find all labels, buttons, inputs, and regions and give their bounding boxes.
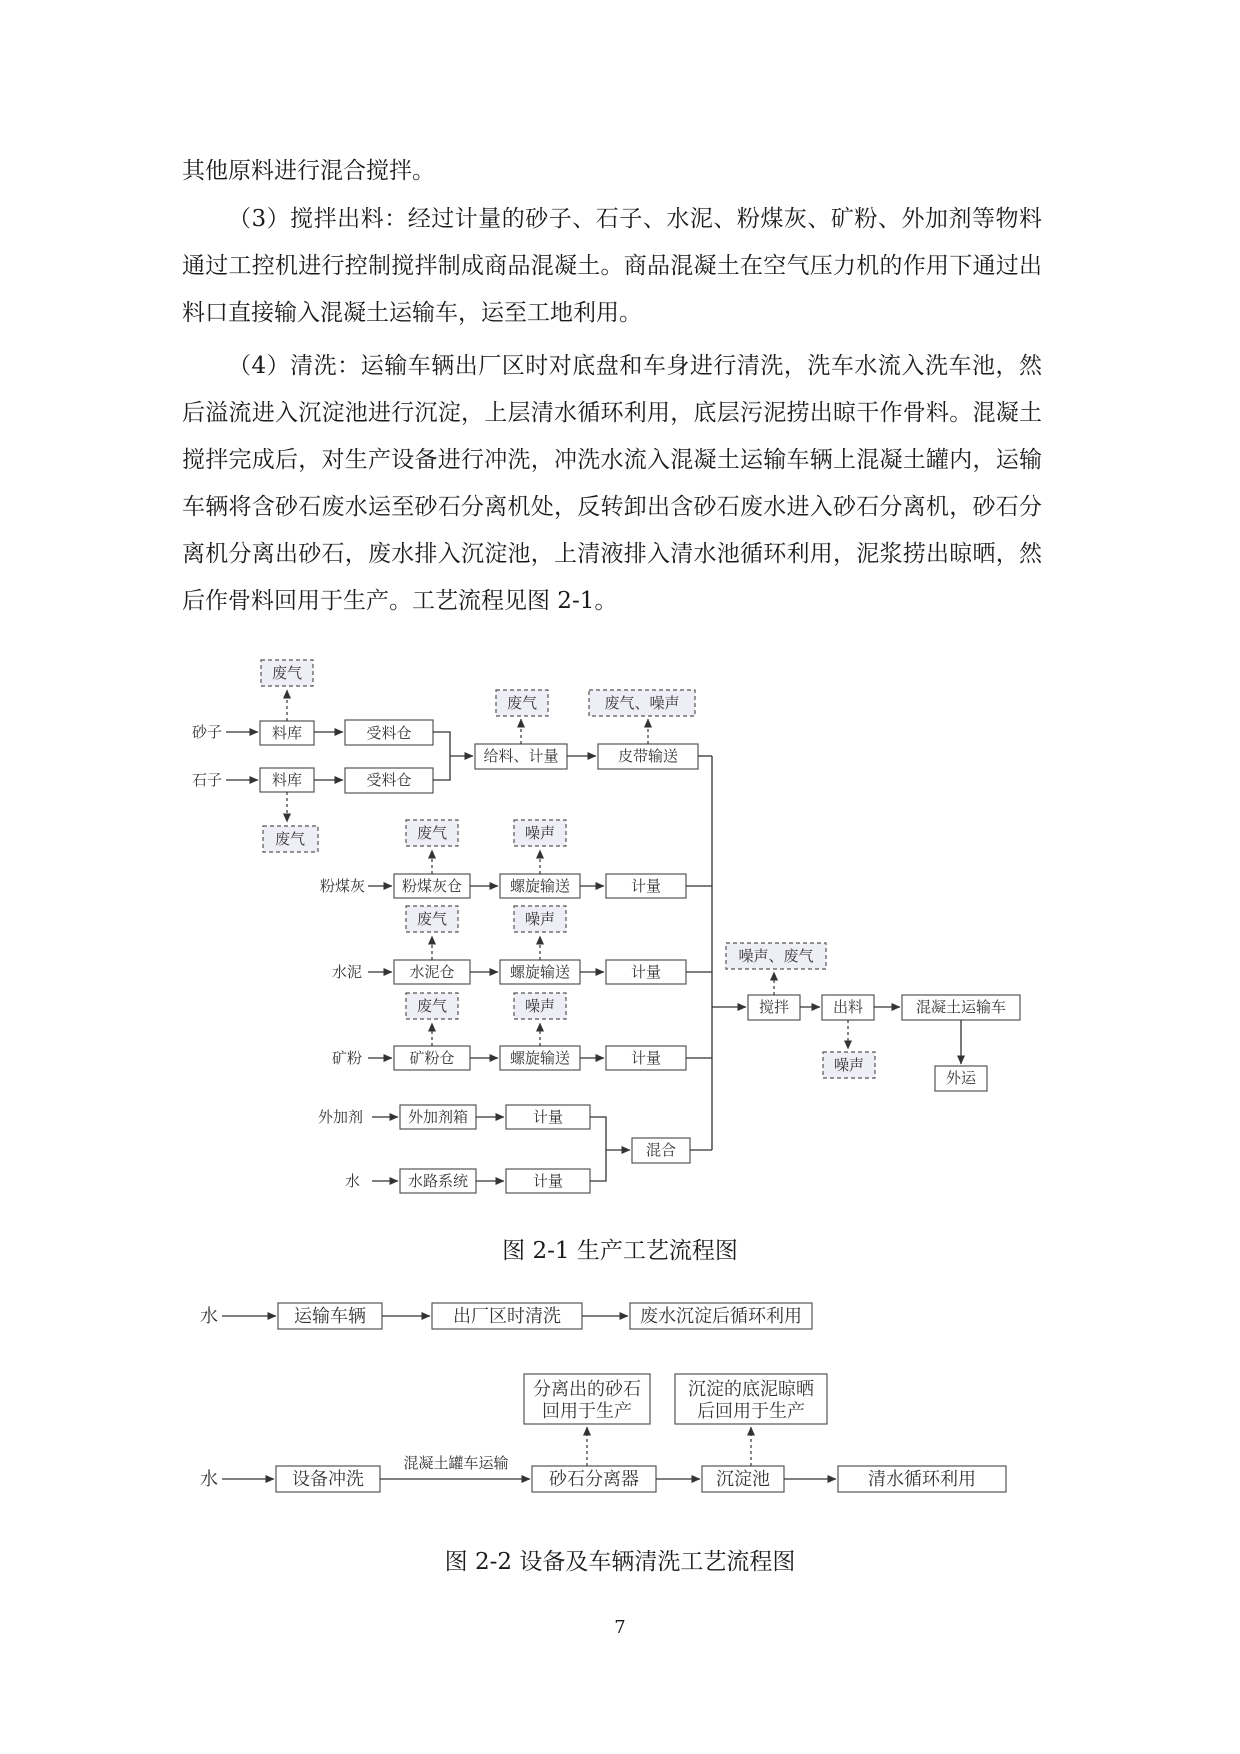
truck-label: 混凝土运输车	[915, 998, 1007, 1016]
svg-text:废气: 废气	[274, 830, 306, 848]
input-stone: 石子	[192, 771, 223, 789]
fig2-row1-input: 水	[200, 1306, 218, 1327]
svg-text:噪声: 噪声	[524, 997, 556, 1015]
separator-label: 砂石分离器	[549, 1469, 639, 1490]
sand-store-label: 料库	[271, 724, 303, 742]
svg-text:噪声: 噪声	[524, 824, 556, 842]
figure-2-2	[200, 1303, 1006, 1492]
cement-silo-label: 水泥仓	[409, 963, 455, 981]
belt-label: 皮带输送	[617, 747, 679, 765]
meter2-label: 计量	[630, 963, 662, 981]
svg-text:噪声、废气: 噪声、废气	[738, 947, 814, 965]
paragraph-mixing: （3）搅拌出料：经过计量的砂子、石子、水泥、粉煤灰、矿粉、外加剂等物料通过工控机进行控制搅拌制成商品混凝土。商品混凝土在空气压力机的作用下通过出料口直接输入混凝土运输车，运至工地利用。	[182, 206, 1042, 326]
flyash-silo-label: 粉煤灰仓	[401, 877, 463, 895]
paragraph-cleaning: （4）清洗：运输车辆出厂区时对底盘和车身进行清洗，洗车水流入洗车池，然后溢流进入沉淀池进行沉淀，上层清水循环利用，底层污泥捞出晾干作骨料。混凝土搅拌完成后，对生产设备进行冲洗，冲洗水流入混凝土运输车辆上混凝土罐内，运输车辆将含砂石废水运至砂石分离机处，反转卸出含砂石废水进入砂石分离机，砂石分离机分离出砂石，废水排入沉淀池，上清液排入清水池循环利用，泥浆捞出晾晒，然后作骨料回用于生产。工艺流程见图 2-1。	[182, 353, 1042, 614]
equipment-flush-label: 设备冲洗	[292, 1469, 364, 1490]
svg-text:废气: 废气	[416, 824, 448, 842]
svg-text:后回用于生产: 后回用于生产	[697, 1401, 805, 1422]
additive-tank-label: 外加剂箱	[407, 1108, 469, 1126]
input-cement: 水泥	[332, 963, 363, 981]
meter4-label: 计量	[532, 1108, 564, 1126]
stone-bin-label: 受料仓	[366, 771, 412, 789]
input-sand: 砂子	[192, 723, 223, 741]
figure-2-2-caption: 图 2-2 设备及车辆清洗工艺流程图	[444, 1549, 796, 1575]
vehicle-label: 运输车辆	[294, 1306, 366, 1327]
meter1-label: 计量	[630, 877, 662, 895]
feed-meter-label: 给料、计量	[483, 747, 559, 765]
figure-2-1-caption: 图 2-1 生产工艺流程图	[502, 1238, 738, 1264]
svg-text:废气、噪声: 废气、噪声	[604, 694, 680, 712]
screw1-label: 螺旋输送	[509, 877, 571, 895]
svg-text:废气: 废气	[416, 910, 448, 928]
fig2-row2-input: 水	[200, 1469, 218, 1490]
screw2-label: 螺旋输送	[509, 963, 571, 981]
svg-text:沉淀的底泥晾晒: 沉淀的底泥晾晒	[688, 1379, 814, 1400]
mix-label: 混合	[645, 1141, 677, 1159]
sand-bin-label: 受料仓	[366, 724, 412, 742]
svg-text:噪声: 噪声	[833, 1056, 865, 1074]
ship-label: 外运	[945, 1069, 977, 1087]
svg-text:废气: 废气	[416, 997, 448, 1015]
input-slag: 矿粉	[332, 1049, 363, 1067]
paragraph-intro: 其他原料进行混合搅拌。	[182, 158, 435, 184]
settle-recycle-label: 废水沉淀后循环利用	[640, 1306, 802, 1327]
clear-water-label: 清水循环利用	[868, 1469, 976, 1490]
slag-silo-label: 矿粉仓	[409, 1049, 455, 1067]
discharge-label: 出料	[832, 998, 864, 1016]
meter5-label: 计量	[532, 1172, 564, 1190]
screw3-label: 螺旋输送	[509, 1049, 571, 1067]
svg-text:分离出的砂石: 分离出的砂石	[533, 1379, 641, 1400]
stir-label: 搅拌	[758, 998, 790, 1016]
figure-2-1	[192, 660, 1020, 1193]
water-system-label: 水路系统	[407, 1172, 469, 1190]
stone-store-label: 料库	[271, 771, 303, 789]
input-flyash: 粉煤灰	[320, 877, 366, 895]
page-number: 7	[614, 1617, 626, 1638]
svg-text:噪声: 噪声	[524, 910, 556, 928]
svg-text:废气: 废气	[271, 664, 303, 682]
input-water: 水	[345, 1172, 361, 1190]
svg-text:回用于生产: 回用于生产	[542, 1401, 632, 1422]
exit-wash-label: 出厂区时清洗	[453, 1306, 561, 1327]
tanker-transport-label: 混凝土罐车运输	[403, 1454, 509, 1472]
svg-text:废气: 废气	[506, 694, 538, 712]
input-additive: 外加剂	[318, 1108, 364, 1126]
settling-tank-label: 沉淀池	[716, 1469, 770, 1490]
meter3-label: 计量	[630, 1049, 662, 1067]
